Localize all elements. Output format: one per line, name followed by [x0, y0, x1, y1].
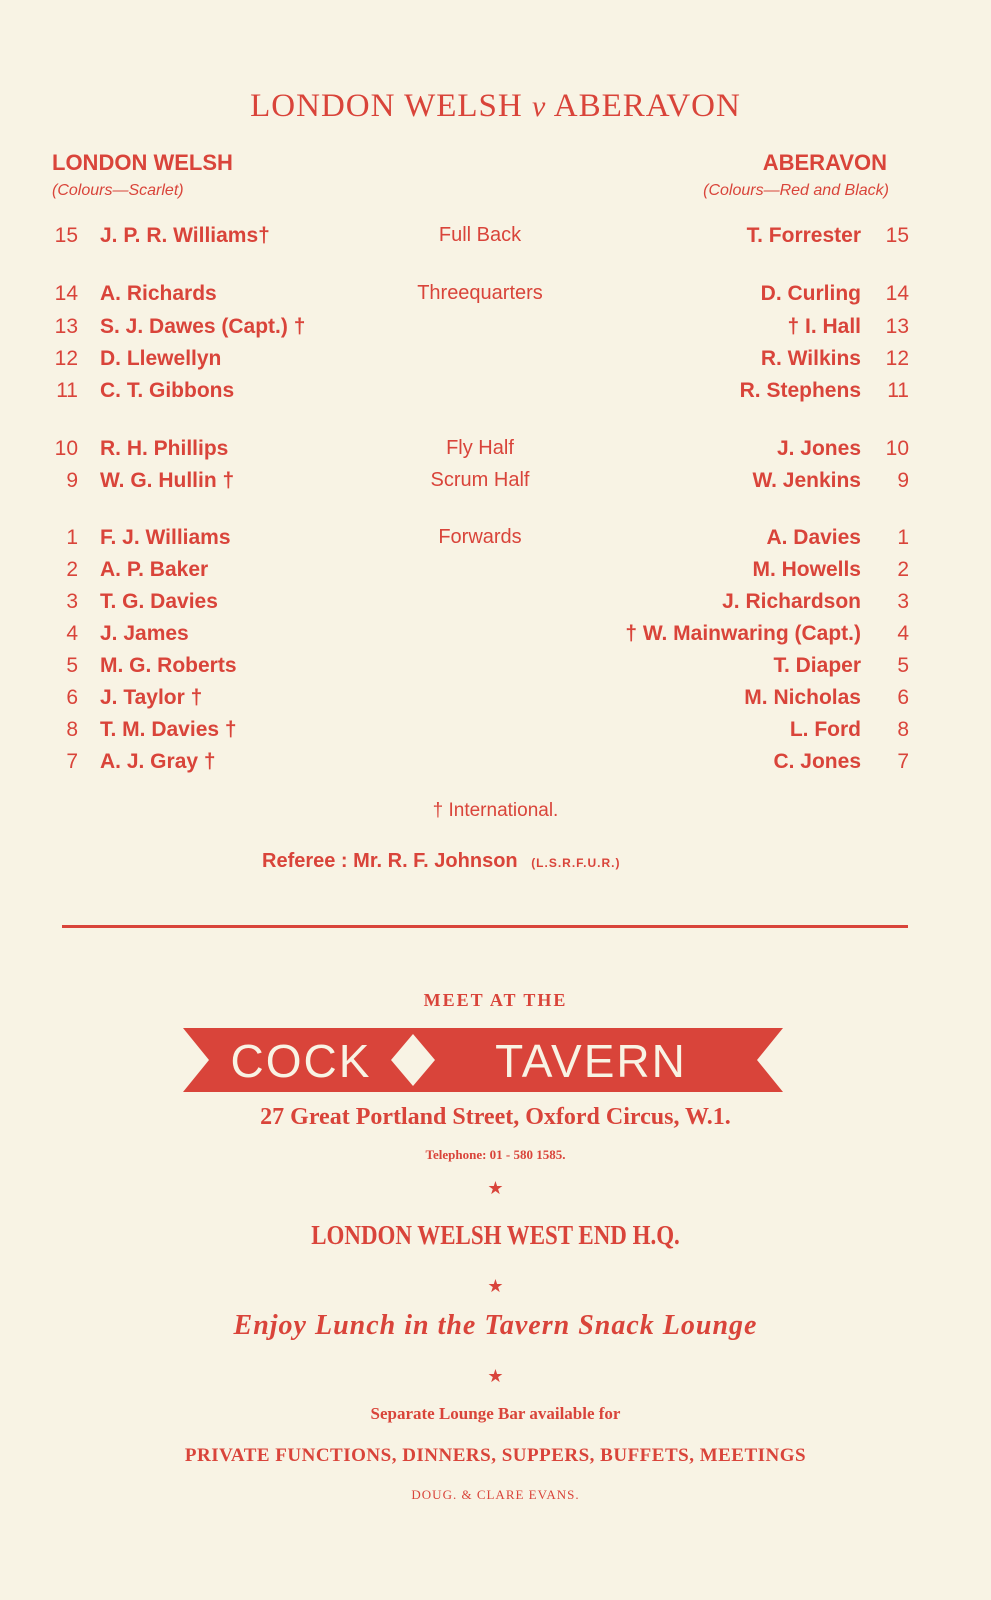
- home-player: J. Taylor †: [100, 686, 203, 709]
- star-icon: ★: [487, 1178, 504, 1198]
- home-number: 10: [54, 437, 78, 460]
- referee-name: Mr. R. F. Johnson: [353, 850, 518, 872]
- position-label: Scrum Half: [430, 469, 530, 491]
- position-label: Fly Half: [446, 437, 514, 459]
- away-player: † I. Hall: [787, 315, 861, 338]
- away-number: 9: [897, 469, 909, 492]
- home-player: A. P. Baker: [100, 558, 209, 581]
- advert-meet: MEET AT THE: [423, 990, 568, 1010]
- home-player: M. G. Roberts: [100, 654, 237, 677]
- away-player: A. Davies: [766, 526, 861, 549]
- away-number: 4: [897, 622, 909, 645]
- home-number: 2: [66, 558, 78, 581]
- lounge-bar-note: Separate Lounge Bar available for: [370, 1404, 621, 1423]
- home-number: 7: [66, 750, 78, 773]
- away-number: 13: [885, 315, 909, 338]
- away-team-name: ABERAVON: [762, 150, 887, 175]
- away-player: T. Diaper: [773, 654, 861, 677]
- tavern-address: 27 Great Portland Street, Oxford Circus, W.1.: [260, 1104, 731, 1130]
- away-number: 10: [885, 437, 909, 460]
- home-player: C. T. Gibbons: [100, 379, 235, 402]
- away-player: T. Forrester: [746, 224, 861, 247]
- tavern-phone: Telephone: 01 - 580 1585.: [425, 1147, 566, 1162]
- lunch-slogan: Enjoy Lunch in the Tavern Snack Lounge: [233, 1310, 758, 1341]
- lineup-row: [0, 558, 991, 588]
- away-number: 2: [897, 558, 909, 581]
- lineup-row: [0, 718, 991, 748]
- away-number: 8: [897, 718, 909, 741]
- home-number: 1: [66, 526, 78, 549]
- home-player: T. M. Davies †: [100, 718, 237, 741]
- away-player: M. Nicholas: [744, 686, 861, 709]
- title-away: ABERAVON: [553, 88, 741, 124]
- home-number: 15: [54, 224, 78, 247]
- home-number: 9: [66, 469, 78, 492]
- away-team-colours: (Colours—Red and Black): [703, 182, 889, 199]
- away-number: 3: [897, 590, 909, 613]
- home-player: R. H. Phillips: [100, 437, 229, 460]
- home-player: A. J. Gray †: [100, 750, 216, 773]
- position-label: Threequarters: [417, 282, 543, 304]
- away-number: 7: [897, 750, 909, 773]
- home-number: 8: [66, 718, 78, 741]
- home-number: 5: [66, 654, 78, 677]
- away-player: † W. Mainwaring (Capt.): [625, 622, 861, 645]
- lineup-row: [0, 347, 991, 377]
- lineup-row: [0, 750, 991, 780]
- away-player: W. Jenkins: [752, 469, 861, 492]
- lineup-row: [0, 686, 991, 716]
- away-player: J. Jones: [776, 437, 861, 460]
- referee-label: Referee :: [262, 850, 348, 872]
- away-player: J. Richardson: [722, 590, 861, 613]
- home-player: S. J. Dawes (Capt.) †: [100, 315, 306, 338]
- home-player: D. Llewellyn: [100, 347, 222, 370]
- star-icon: ★: [487, 1276, 504, 1296]
- away-number: 15: [885, 224, 909, 247]
- home-number: 13: [54, 315, 78, 338]
- lineup-row: [0, 590, 991, 620]
- cock-tavern-banner: [183, 1028, 783, 1092]
- banner-word-tavern: TAVERN: [495, 1035, 687, 1087]
- banner-word-cock: COCK: [230, 1035, 372, 1087]
- away-number: 5: [897, 654, 909, 677]
- international-footnote: † International.: [432, 800, 559, 821]
- away-number: 12: [885, 347, 909, 370]
- lineup-row: [0, 437, 991, 467]
- title-home: LONDON WELSH: [250, 88, 523, 124]
- home-number: 4: [66, 622, 78, 645]
- away-player: R. Wilkins: [760, 347, 861, 370]
- away-number: 14: [885, 282, 909, 305]
- position-label: Full Back: [438, 224, 522, 246]
- away-number: 11: [887, 379, 909, 402]
- lineup-row: [0, 315, 991, 345]
- away-player: R. Stephens: [739, 379, 861, 402]
- referee-line: [262, 850, 621, 873]
- section-divider: [62, 925, 908, 928]
- home-team-name: LONDON WELSH: [52, 150, 233, 175]
- away-player: D. Curling: [760, 282, 861, 305]
- home-number: 11: [56, 379, 78, 402]
- away-number: 1: [897, 526, 909, 549]
- functions-list: PRIVATE FUNCTIONS, DINNERS, SUPPERS, BUFFETS, MEETINGS: [184, 1445, 807, 1466]
- home-player: A. Richards: [100, 282, 217, 305]
- referee-union: (L.S.R.F.U.R.): [531, 856, 621, 870]
- home-player: J. P. R. Williams†: [100, 224, 270, 247]
- home-number: 12: [54, 347, 78, 370]
- match-title: [0, 88, 991, 125]
- home-player: J. James: [100, 622, 189, 645]
- away-player: M. Howells: [752, 558, 861, 581]
- home-player: T. G. Davies: [100, 590, 218, 613]
- away-player: C. Jones: [773, 750, 861, 773]
- position-label: Forwards: [438, 526, 522, 548]
- lineup-row: [0, 622, 991, 652]
- lineup-row: [0, 654, 991, 684]
- lineup-row: [0, 526, 991, 556]
- away-player: L. Ford: [789, 718, 861, 741]
- west-end-hq: LONDON WELSH WEST END H.Q.: [311, 1220, 680, 1250]
- lineup-row: [0, 379, 991, 409]
- home-player: F. J. Williams: [100, 526, 231, 549]
- home-number: 14: [54, 282, 78, 305]
- home-number: 3: [66, 590, 78, 613]
- lineup-row: [0, 224, 991, 254]
- title-versus: v: [532, 90, 547, 123]
- home-number: 6: [66, 686, 78, 709]
- home-player: W. G. Hullin †: [100, 469, 235, 492]
- lineup-row: [0, 469, 991, 499]
- star-icon: ★: [487, 1366, 504, 1386]
- lineup-row: [0, 282, 991, 312]
- proprietors: DOUG. & CLARE EVANS.: [411, 1487, 580, 1502]
- away-number: 6: [897, 686, 909, 709]
- home-team-colours: (Colours—Scarlet): [52, 182, 184, 199]
